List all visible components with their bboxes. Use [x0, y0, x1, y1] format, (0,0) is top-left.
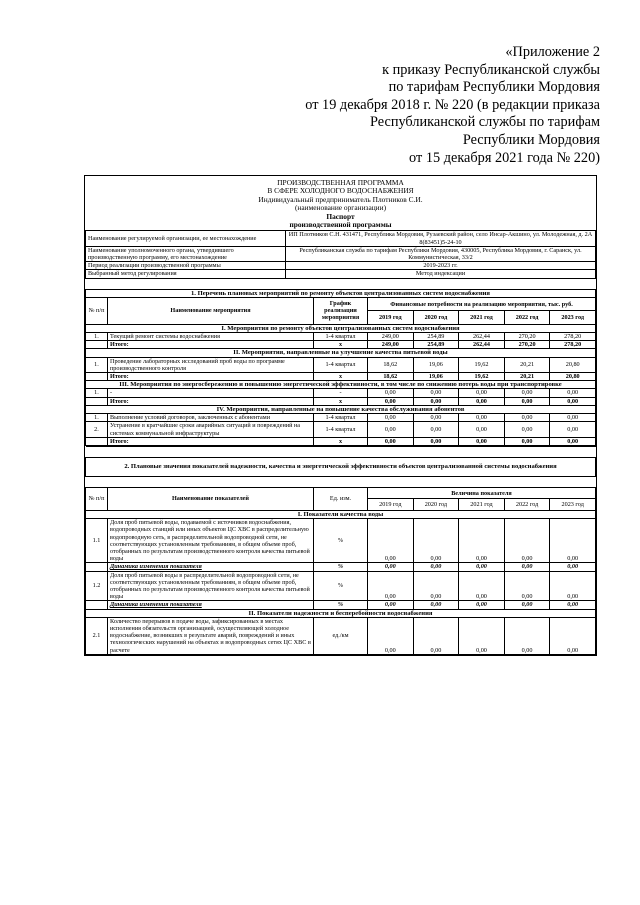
- unit-cell: %: [314, 571, 368, 601]
- group-title: III. Мероприятия по энергосбережению и повышению энергетической эффективности, в том числе по снижению потерь воды при транспортировке: [86, 381, 596, 389]
- total-label: Итого:: [108, 397, 314, 405]
- total-row: [86, 341, 596, 349]
- year-header: 2021 год: [459, 499, 505, 511]
- year-header: 2023 год: [550, 311, 596, 325]
- total-value-cell: 19,06: [413, 373, 459, 381]
- indicator-name: Доля проб питьевой воды, подаваемой с источников водоснабжения, водопроводных станций или иных объектов ЦС ХВС в распределительную водопроводную сеть, в распределительной водопроводной сети, не соответствующих установленным требованиям, в общем объеме проб, отобранных по результатам производственного контроля качества питьевой воды: [108, 519, 314, 563]
- total-value-cell: 0,00: [368, 437, 414, 445]
- value-cell: 0,00: [459, 601, 505, 609]
- total-value-cell: 0,00: [550, 397, 596, 405]
- indicator-row: [86, 571, 596, 601]
- value-cell: 0,00: [413, 389, 459, 397]
- year-header: 2019 год: [368, 311, 414, 325]
- value-cell: 278,20: [550, 333, 596, 341]
- table-row: [86, 357, 596, 372]
- total-value-cell: 19,62: [459, 373, 505, 381]
- program-subtitle: В СФЕРЕ ХОЛОДНОГО ВОДОСНАБЖЕНИЯ: [267, 186, 414, 196]
- total-value-cell: 0,00: [459, 397, 505, 405]
- col-header-name: Наименование показателей: [108, 487, 314, 510]
- passport-label: Наименование регулируемой организации, ее местонахождение: [86, 231, 286, 246]
- total-label: Итого:: [108, 437, 314, 445]
- value-cell: 0,00: [504, 519, 550, 563]
- table-row: [86, 422, 596, 437]
- value-cell: 0,00: [459, 571, 505, 601]
- measure-name: Выполнение условий договоров, заключенных с абонентами: [108, 414, 314, 422]
- col-header-name: Наименование мероприятия: [108, 297, 314, 324]
- header-line: от 19 декабря 2018 г. № 220 (в редакции приказа: [305, 96, 600, 113]
- group-row: [86, 405, 596, 413]
- value-cell: 0,00: [550, 414, 596, 422]
- value-cell: 0,00: [504, 389, 550, 397]
- group-row: [86, 349, 596, 357]
- schedule-cell: x: [314, 341, 368, 349]
- total-value-cell: 262,44: [459, 341, 505, 349]
- passport-value: Республиканская служба по тарифам Республики Мордовия, 430005, Республика Мордовия, г. Саранск, ул. Коммунистическая, 33/2: [286, 246, 596, 261]
- total-value-cell: 20,80: [550, 373, 596, 381]
- value-cell: 0,00: [550, 571, 596, 601]
- passport-value: 2019-2023 гг.: [286, 262, 596, 270]
- col-header-no: № п/п: [86, 487, 108, 510]
- value-cell: 0,00: [368, 571, 414, 601]
- value-cell: 19,62: [459, 357, 505, 372]
- value-cell: 0,00: [368, 422, 414, 437]
- year-header: 2020 год: [413, 499, 459, 511]
- table-row: [86, 414, 596, 422]
- group-row: [86, 510, 596, 518]
- passport-label: Наименование уполномоченного органа, утвердившего производственную программу, его местонахождение: [86, 246, 286, 261]
- group-row: [86, 381, 596, 389]
- col-header-no: № п/п: [86, 297, 108, 324]
- total-label: Итого:: [108, 341, 314, 349]
- value-cell: 0,00: [504, 422, 550, 437]
- total-value-cell: 270,20: [504, 341, 550, 349]
- row-number: 1.: [86, 357, 108, 372]
- col-header-unit: Ед. изм.: [314, 487, 368, 510]
- unit-cell: %: [314, 563, 368, 571]
- header-line: по тарифам Республики Мордовия: [388, 79, 600, 96]
- year-header: 2021 год: [459, 311, 505, 325]
- row-number: [86, 601, 108, 609]
- value-cell: 0,00: [413, 563, 459, 571]
- passport-title: Паспорт: [326, 211, 355, 221]
- value-cell: 0,00: [413, 422, 459, 437]
- passport-row: [86, 246, 596, 261]
- header-line: от 15 декабря 2021 года № 220): [409, 149, 600, 166]
- passport-value: Метод индексации: [286, 270, 596, 278]
- value-cell: 0,00: [550, 601, 596, 609]
- total-value-cell: 0,00: [413, 397, 459, 405]
- section1-title: 1. Перечень плановых мероприятий по ремонту объектов централизованных систем водоснабжения: [86, 289, 596, 297]
- total-value-cell: 249,00: [368, 341, 414, 349]
- row-number: [86, 563, 108, 571]
- total-row: [86, 437, 596, 445]
- row-number: 2.1: [86, 617, 108, 654]
- year-header: 2023 год: [550, 499, 596, 511]
- row-number: 1.: [86, 333, 108, 341]
- value-cell: 0,00: [550, 422, 596, 437]
- year-header: 2020 год: [413, 311, 459, 325]
- group-title: II. Показатели надежности и бесперебойности водоснабжения: [86, 609, 596, 617]
- total-value-cell: 0,00: [550, 437, 596, 445]
- total-value-cell: 0,00: [504, 437, 550, 445]
- header-line: Республики Мордовия: [462, 131, 600, 148]
- value-cell: 19,06: [413, 357, 459, 372]
- total-value-cell: 278,20: [550, 341, 596, 349]
- year-header: 2019 год: [368, 499, 414, 511]
- value-cell: 0,00: [413, 601, 459, 609]
- unit-cell: %: [314, 601, 368, 609]
- value-cell: 0,00: [413, 519, 459, 563]
- passport-row: [86, 262, 596, 270]
- total-value-cell: 0,00: [368, 397, 414, 405]
- value-cell: 0,00: [504, 414, 550, 422]
- organization-name: Индивидуальный предприниматель Плотников С.И.: [258, 194, 423, 204]
- indicator-row: [86, 617, 596, 654]
- value-cell: 0,00: [459, 617, 505, 654]
- table-row: [86, 389, 596, 397]
- schedule-cell: x: [314, 437, 368, 445]
- col-header-value: Величина показателя: [368, 487, 596, 499]
- total-value-cell: 20,21: [504, 373, 550, 381]
- value-cell: 18,62: [368, 357, 414, 372]
- value-cell: 249,00: [368, 333, 414, 341]
- section2-title: 2. Плановые значения показателей надежности, качества и энергетической эффективности объектов централизованной системы водоснабжения: [86, 457, 596, 476]
- header-line: «Приложение 2: [505, 44, 600, 60]
- passport-value: ИП Плотников С.Н. 431471, Республика Мордовия, Рузаевский район, село Инсар-Акшино, ул. Молодежная, д. 2А 8(83451)5-24-10: [286, 231, 596, 246]
- row-number: 1.2: [86, 571, 108, 601]
- value-cell: 20,21: [504, 357, 550, 372]
- row-number: 1.1: [86, 519, 108, 563]
- value-cell: 0,00: [550, 563, 596, 571]
- value-cell: 0,00: [368, 617, 414, 654]
- group-title: I. Мероприятия по ремонту объектов централизованных систем водоснабжения: [86, 324, 596, 332]
- group-row: [86, 609, 596, 617]
- indicators-table: [85, 446, 596, 655]
- total-value-cell: 0,00: [459, 437, 505, 445]
- passport-row: [86, 270, 596, 278]
- header-line: к приказу Республиканской службы: [382, 61, 600, 78]
- value-cell: 0,00: [368, 519, 414, 563]
- measure-name: Текущий ремонт системы водоснабжения: [108, 333, 314, 341]
- measure-name: -: [108, 389, 314, 397]
- value-cell: 0,00: [550, 519, 596, 563]
- value-cell: 0,00: [550, 389, 596, 397]
- total-label: Итого:: [108, 373, 314, 381]
- schedule-cell: x: [314, 397, 368, 405]
- indicator-name: Динамика изменения показателя: [108, 563, 314, 571]
- group-row: [86, 324, 596, 332]
- col-header-schedule: График реализации мероприятия: [314, 297, 368, 324]
- indicator-name: Количество перерывов в подаче воды, зафиксированных в местах исполнения обязательств организацией, осуществляющей холодное водоснабжение, возникших в результате аварий, повреждений и иных технологических нарушений на объектах и водопроводных сетях ЦС ХВС в расчете: [108, 617, 314, 654]
- passport-row: [86, 231, 596, 246]
- program-frame: [84, 175, 597, 656]
- passport-table: [85, 230, 596, 278]
- passport-subtitle: производственной программы: [289, 220, 392, 230]
- measure-name: Устранение в кратчайшие сроки аварийных ситуаций и повреждений на системах коммунальной инфраструктуры: [108, 422, 314, 437]
- value-cell: 0,00: [413, 414, 459, 422]
- value-cell: 0,00: [459, 414, 505, 422]
- measure-name: Проведение лабораторных исследований проб воды по программе производственного контроля: [108, 357, 314, 372]
- group-title: II. Мероприятия, направленные на улучшение качества питьевой воды: [86, 349, 596, 357]
- indicator-row: [86, 519, 596, 563]
- value-cell: 0,00: [368, 414, 414, 422]
- indicator-name: Доля проб питьевой воды в распределительной водопроводной сети, не соответствующих установленным требованиям, в общем объеме проб, отобранных по результатам производственного контроля качества питьевой воды: [108, 571, 314, 601]
- schedule-cell: 1-4 квартал: [314, 422, 368, 437]
- year-header: 2022 год: [504, 499, 550, 511]
- value-cell: 0,00: [504, 601, 550, 609]
- organization-caption: (наименование организации): [294, 203, 387, 213]
- header-line: Республиканской службы по тарифам: [370, 114, 600, 131]
- value-cell: 270,20: [504, 333, 550, 341]
- row-number: 1.: [86, 389, 108, 397]
- col-header-finance: Финансовые потребности на реализацию мероприятия, тыс. руб.: [368, 297, 596, 311]
- total-row: [86, 373, 596, 381]
- value-cell: 20,80: [550, 357, 596, 372]
- value-cell: 0,00: [550, 617, 596, 654]
- total-value-cell: 254,89: [413, 341, 459, 349]
- passport-label: Выбранный метод регулирования: [86, 270, 286, 278]
- value-cell: 0,00: [368, 601, 414, 609]
- row-number: 1.: [86, 414, 108, 422]
- repair-measures-table: [85, 279, 596, 446]
- total-value-cell: 0,00: [413, 437, 459, 445]
- total-value-cell: 0,00: [504, 397, 550, 405]
- value-cell: 0,00: [504, 617, 550, 654]
- value-cell: 0,00: [459, 563, 505, 571]
- unit-cell: %: [314, 519, 368, 563]
- value-cell: 0,00: [504, 571, 550, 601]
- total-row: [86, 397, 596, 405]
- schedule-cell: -: [314, 389, 368, 397]
- row-number: 2.: [86, 422, 108, 437]
- value-cell: 0,00: [368, 563, 414, 571]
- value-cell: 0,00: [368, 389, 414, 397]
- table-row: [86, 333, 596, 341]
- schedule-cell: x: [314, 373, 368, 381]
- value-cell: 0,00: [459, 389, 505, 397]
- schedule-cell: 1-4 квартал: [314, 357, 368, 372]
- value-cell: 0,00: [459, 519, 505, 563]
- value-cell: 0,00: [459, 422, 505, 437]
- group-title: I. Показатели качества воды: [86, 510, 596, 518]
- indicator-name: Динамика изменения показателя: [108, 601, 314, 609]
- dynamics-row: [86, 563, 596, 571]
- group-title: IV. Мероприятия, направленные на повышение качества обслуживания абонентов: [86, 405, 596, 413]
- value-cell: 0,00: [504, 563, 550, 571]
- document-header: [220, 44, 600, 167]
- schedule-cell: 1-4 квартал: [314, 333, 368, 341]
- value-cell: 262,44: [459, 333, 505, 341]
- value-cell: 0,00: [413, 571, 459, 601]
- passport-label: Период реализации производственной программы: [86, 262, 286, 270]
- unit-cell: ед./км: [314, 617, 368, 654]
- value-cell: 0,00: [413, 617, 459, 654]
- year-header: 2022 год: [504, 311, 550, 325]
- value-cell: 254,89: [413, 333, 459, 341]
- schedule-cell: 1-4 квартал: [314, 414, 368, 422]
- total-value-cell: 18,62: [368, 373, 414, 381]
- dynamics-row: [86, 601, 596, 609]
- program-title: ПРОИЗВОДСТВЕННАЯ ПРОГРАММА: [277, 178, 404, 187]
